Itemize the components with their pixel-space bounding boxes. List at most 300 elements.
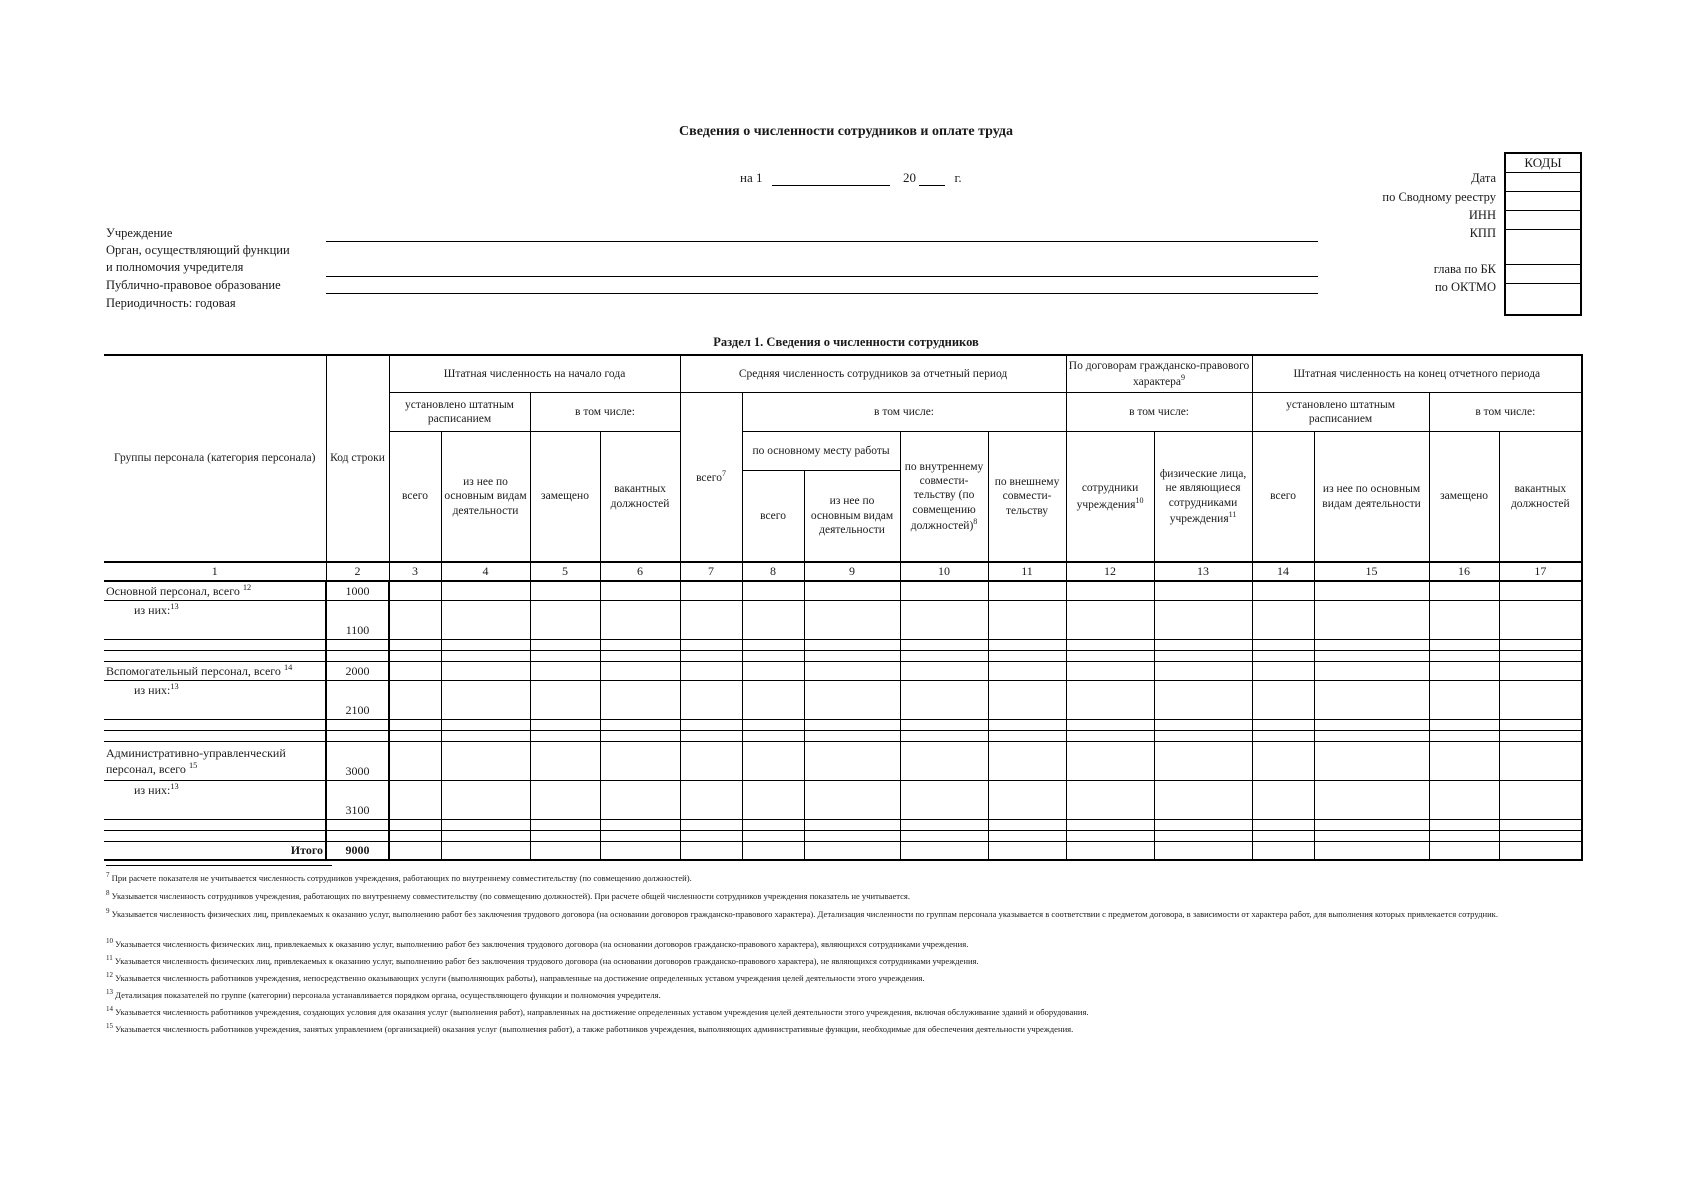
cell[interactable]	[441, 651, 530, 662]
col-num: 12	[1066, 562, 1154, 581]
cell[interactable]	[680, 820, 742, 831]
row-code: 3000	[326, 742, 389, 781]
cell	[104, 731, 326, 742]
cell[interactable]	[1154, 820, 1252, 831]
cell[interactable]	[680, 742, 742, 781]
cell[interactable]	[1314, 731, 1429, 742]
organ-label-line2: и полномочия учредителя	[106, 260, 244, 274]
cell[interactable]	[600, 681, 680, 720]
footnote-number: 15	[106, 1022, 113, 1030]
cell[interactable]	[1429, 781, 1499, 820]
col-header-filled-end: замещено	[1429, 432, 1499, 563]
cell[interactable]	[389, 581, 441, 601]
cell[interactable]	[1154, 601, 1252, 640]
cell[interactable]	[530, 651, 600, 662]
code-label-oktmo: по ОКТМО	[1434, 280, 1496, 294]
cell[interactable]	[900, 831, 988, 842]
cell[interactable]	[988, 581, 1066, 601]
col-header-total-start: всего	[389, 432, 441, 563]
cell[interactable]	[1429, 681, 1499, 720]
col-num: 14	[1252, 562, 1314, 581]
cell[interactable]	[742, 742, 804, 781]
cell[interactable]	[680, 640, 742, 651]
cell[interactable]	[804, 831, 900, 842]
cell[interactable]	[680, 781, 742, 820]
cell[interactable]	[441, 731, 530, 742]
public-entity-field[interactable]	[326, 293, 1318, 294]
cell[interactable]	[742, 831, 804, 842]
col-num: 13	[1154, 562, 1252, 581]
cell	[104, 720, 326, 731]
cell[interactable]	[1252, 601, 1314, 640]
cell[interactable]	[742, 731, 804, 742]
cell[interactable]	[530, 581, 600, 601]
cell[interactable]	[1066, 781, 1154, 820]
cell[interactable]	[1314, 601, 1429, 640]
cell[interactable]	[742, 720, 804, 731]
date-year-field[interactable]	[919, 171, 945, 186]
row-note: 15	[188, 760, 198, 770]
footnote-text: Указывается численность сотрудников учреждения, работающих по внутреннему совместительству (по совмещению должностей). При расчете общей численности сотрудников учреждения показатель не учитывается.	[111, 890, 911, 901]
footnote-15	[106, 1021, 1576, 1035]
col-header-including-avg: в том числе:	[742, 393, 1066, 432]
cell[interactable]	[389, 651, 441, 662]
cell[interactable]	[389, 720, 441, 731]
cell[interactable]	[1154, 831, 1252, 842]
cell[interactable]	[900, 640, 988, 651]
footnote-7	[106, 870, 1576, 884]
cell[interactable]	[1314, 681, 1429, 720]
report-date-line	[740, 170, 962, 186]
cell[interactable]	[530, 640, 600, 651]
col-header-of-main-end: из нее по основным видам деятельности	[1314, 432, 1429, 563]
cell[interactable]	[1154, 651, 1252, 662]
cell[interactable]	[804, 720, 900, 731]
cell[interactable]	[1499, 781, 1582, 820]
cell[interactable]	[1429, 842, 1499, 861]
footnote-9	[106, 906, 1576, 920]
cell[interactable]	[900, 581, 988, 601]
cell[interactable]	[804, 601, 900, 640]
code-cell-date[interactable]	[1506, 173, 1580, 192]
col-header-avg-period: Средняя численность сотрудников за отчетный период	[680, 355, 1066, 393]
cell	[104, 651, 326, 662]
cell[interactable]	[1252, 651, 1314, 662]
cell[interactable]	[1499, 831, 1582, 842]
footnote-number: 14	[106, 1005, 113, 1013]
row-code: 2000	[326, 662, 389, 681]
public-entity-label: Публично-правовое образование	[106, 278, 281, 292]
codes-header: КОДЫ	[1506, 154, 1580, 173]
cell[interactable]	[389, 842, 441, 861]
cell	[104, 831, 326, 842]
cell[interactable]	[804, 842, 900, 861]
cell[interactable]	[742, 662, 804, 681]
cell[interactable]	[1429, 820, 1499, 831]
cell[interactable]	[1154, 720, 1252, 731]
row-code: 3100	[326, 781, 389, 820]
cell[interactable]	[530, 662, 600, 681]
col-header-including-start: в том числе:	[530, 393, 680, 432]
footnote-number: 13	[106, 988, 113, 996]
cell[interactable]	[530, 731, 600, 742]
cell[interactable]	[1252, 681, 1314, 720]
cell[interactable]	[1314, 640, 1429, 651]
cell[interactable]	[1066, 820, 1154, 831]
date-prefix: на 1	[740, 170, 763, 185]
cell[interactable]	[1499, 581, 1582, 601]
cell[interactable]	[1252, 842, 1314, 861]
cell[interactable]	[1066, 731, 1154, 742]
cell[interactable]	[742, 640, 804, 651]
cell[interactable]	[530, 720, 600, 731]
code-cell-bk-chapter[interactable]	[1506, 265, 1580, 284]
cell[interactable]	[1429, 662, 1499, 681]
cell[interactable]	[1066, 842, 1154, 861]
col-header-including-end: в том числе:	[1429, 393, 1582, 432]
cell[interactable]	[1429, 651, 1499, 662]
cell[interactable]	[389, 681, 441, 720]
footnote-13	[106, 987, 1576, 1001]
employees-note: 10	[1135, 495, 1144, 505]
cell[interactable]	[441, 842, 530, 861]
cell[interactable]	[389, 731, 441, 742]
organ-field[interactable]	[326, 276, 1318, 277]
cell[interactable]	[680, 720, 742, 731]
cell[interactable]	[804, 681, 900, 720]
code-cell-kpp[interactable]	[1506, 230, 1580, 265]
cell[interactable]	[1252, 742, 1314, 781]
cell[interactable]	[600, 651, 680, 662]
cell[interactable]	[1429, 731, 1499, 742]
cell[interactable]	[1066, 601, 1154, 640]
cell[interactable]	[1499, 681, 1582, 720]
cell[interactable]	[1066, 651, 1154, 662]
date-day-month-field[interactable]	[772, 171, 890, 186]
cell[interactable]	[1429, 831, 1499, 842]
cell[interactable]	[1429, 720, 1499, 731]
cell[interactable]	[1429, 581, 1499, 601]
cell[interactable]	[1066, 640, 1154, 651]
col-num: 4	[441, 562, 530, 581]
col-header-established-end: установлено штатным расписанием	[1252, 393, 1429, 432]
cell[interactable]	[1429, 601, 1499, 640]
cell[interactable]	[1252, 662, 1314, 681]
row-label	[104, 681, 326, 720]
cell[interactable]	[988, 731, 1066, 742]
cell[interactable]	[680, 662, 742, 681]
institution-field[interactable]	[326, 241, 1318, 242]
cell[interactable]	[1314, 742, 1429, 781]
cell[interactable]	[1252, 831, 1314, 842]
cell[interactable]	[1066, 720, 1154, 731]
col-header-individuals	[1154, 432, 1252, 563]
code-cell-registry[interactable]	[1506, 192, 1580, 211]
cell[interactable]	[389, 640, 441, 651]
cell[interactable]	[1314, 662, 1429, 681]
cell[interactable]	[600, 820, 680, 831]
employees-text: сотрудники учреждения	[1076, 482, 1139, 511]
cell[interactable]	[804, 662, 900, 681]
cell[interactable]	[441, 681, 530, 720]
row-label	[104, 742, 326, 781]
cell	[326, 820, 389, 831]
cell[interactable]	[804, 640, 900, 651]
cell[interactable]	[680, 601, 742, 640]
cell[interactable]	[680, 581, 742, 601]
col-num: 1	[104, 562, 326, 581]
cell[interactable]	[441, 781, 530, 820]
cell[interactable]	[804, 651, 900, 662]
table-row	[104, 662, 1582, 681]
cell[interactable]	[988, 640, 1066, 651]
footnote-text: При расчете показателя не учитывается численность сотрудников учреждения, работающих по внутреннему совместительству (по совмещению должностей).	[111, 872, 692, 883]
periodicity-label: Периодичность: годовая	[106, 296, 236, 310]
col-header-code: Код строки	[326, 355, 389, 562]
footnote-14	[106, 1004, 1576, 1018]
col-header-civil-contracts	[1066, 355, 1252, 393]
col-num: 8	[742, 562, 804, 581]
cell[interactable]	[988, 781, 1066, 820]
cell[interactable]	[389, 601, 441, 640]
cell[interactable]	[900, 731, 988, 742]
cell[interactable]	[988, 662, 1066, 681]
cell[interactable]	[600, 581, 680, 601]
cell[interactable]	[600, 720, 680, 731]
cell[interactable]	[1066, 662, 1154, 681]
footnote-number: 9	[106, 907, 110, 915]
cell	[104, 640, 326, 651]
cell[interactable]	[1154, 662, 1252, 681]
row-label-text: Административно-управленческий персонал, всего	[106, 745, 286, 776]
cell[interactable]	[530, 601, 600, 640]
footnote-number: 8	[106, 889, 110, 897]
cell[interactable]	[900, 662, 988, 681]
date-suffix: г.	[954, 170, 962, 185]
col-header-vacant-start: вакантных должностей	[600, 432, 680, 563]
col-header-of-main-start: из нее по основным видам деятельности	[441, 432, 530, 563]
cell[interactable]	[900, 651, 988, 662]
cell[interactable]	[680, 842, 742, 861]
cell[interactable]	[1499, 820, 1582, 831]
cell[interactable]	[1252, 640, 1314, 651]
col-num: 10	[900, 562, 988, 581]
cell	[104, 820, 326, 831]
total-label: Итого	[104, 842, 326, 861]
cell[interactable]	[900, 681, 988, 720]
avg-total-note: 7	[721, 468, 726, 478]
cell[interactable]	[900, 601, 988, 640]
cell[interactable]	[1154, 640, 1252, 651]
col-header-external-part: по внешнему совмести-тельству	[988, 432, 1066, 563]
cell[interactable]	[988, 720, 1066, 731]
code-label-registry: по Сводному реестру	[1382, 190, 1496, 204]
col-header-total-end: всего	[1252, 432, 1314, 563]
cell[interactable]	[441, 581, 530, 601]
col-num: 7	[680, 562, 742, 581]
cell[interactable]	[600, 662, 680, 681]
row-label-text: Основной персонал, всего	[106, 584, 240, 598]
cell[interactable]	[1499, 651, 1582, 662]
col-header-filled-start: замещено	[530, 432, 600, 563]
cell[interactable]	[1314, 842, 1429, 861]
cell[interactable]	[600, 731, 680, 742]
cell[interactable]	[1314, 651, 1429, 662]
cell	[326, 651, 389, 662]
cell[interactable]	[988, 820, 1066, 831]
cell[interactable]	[530, 842, 600, 861]
table-row	[104, 681, 1582, 720]
cell[interactable]	[600, 640, 680, 651]
footnote-11	[106, 953, 1576, 967]
code-cell-oktmo[interactable]	[1506, 284, 1580, 302]
cell[interactable]	[1154, 781, 1252, 820]
cell[interactable]	[680, 681, 742, 720]
cell[interactable]	[441, 601, 530, 640]
table-row-spacer	[104, 651, 1582, 662]
cell[interactable]	[1154, 731, 1252, 742]
footnote-divider	[106, 865, 332, 866]
cell[interactable]	[1499, 601, 1582, 640]
cell[interactable]	[1499, 731, 1582, 742]
cell[interactable]	[1066, 681, 1154, 720]
row-label	[104, 662, 326, 681]
cell[interactable]	[1314, 820, 1429, 831]
cell[interactable]	[900, 820, 988, 831]
cell[interactable]	[1252, 581, 1314, 601]
cell[interactable]	[1066, 831, 1154, 842]
cell[interactable]	[900, 781, 988, 820]
cell[interactable]	[804, 781, 900, 820]
cell[interactable]	[1429, 742, 1499, 781]
cell[interactable]	[600, 781, 680, 820]
table-row-spacer	[104, 720, 1582, 731]
cell[interactable]	[441, 720, 530, 731]
cell[interactable]	[441, 640, 530, 651]
table-row	[104, 581, 1582, 601]
cell[interactable]	[680, 831, 742, 842]
col-header-staff-end: Штатная численность на конец отчетного периода	[1252, 355, 1582, 393]
cell[interactable]	[530, 742, 600, 781]
cell[interactable]	[988, 601, 1066, 640]
cell	[326, 640, 389, 651]
cell[interactable]	[530, 820, 600, 831]
cell[interactable]	[1252, 720, 1314, 731]
cell[interactable]	[530, 681, 600, 720]
cell[interactable]	[1066, 581, 1154, 601]
cell[interactable]	[600, 842, 680, 861]
cell[interactable]	[389, 831, 441, 842]
code-cell-inn[interactable]	[1506, 211, 1580, 230]
col-num: 15	[1314, 562, 1429, 581]
col-num: 17	[1499, 562, 1582, 581]
cell[interactable]	[1154, 742, 1252, 781]
cell[interactable]	[900, 742, 988, 781]
cell[interactable]	[389, 781, 441, 820]
cell[interactable]	[1154, 842, 1252, 861]
internal-part-note: 8	[973, 517, 978, 527]
cell[interactable]	[988, 842, 1066, 861]
cell[interactable]	[1314, 720, 1429, 731]
cell[interactable]	[600, 601, 680, 640]
cell[interactable]	[441, 831, 530, 842]
table-row	[104, 742, 1582, 781]
cell[interactable]	[1252, 781, 1314, 820]
cell[interactable]	[389, 742, 441, 781]
cell[interactable]	[1154, 581, 1252, 601]
cell[interactable]	[900, 842, 988, 861]
cell[interactable]	[530, 831, 600, 842]
cell[interactable]	[742, 581, 804, 601]
cell[interactable]	[1499, 842, 1582, 861]
cell[interactable]	[804, 742, 900, 781]
col-header-established-start: установлено штатным расписанием	[389, 393, 530, 432]
code-label-inn: ИНН	[1468, 208, 1496, 222]
cell[interactable]	[1066, 742, 1154, 781]
row-label-text: из них:	[134, 783, 171, 797]
footnote-8	[106, 888, 1576, 902]
cell[interactable]	[988, 742, 1066, 781]
cell[interactable]	[1154, 681, 1252, 720]
cell[interactable]	[742, 820, 804, 831]
cell[interactable]	[742, 681, 804, 720]
cell[interactable]	[804, 581, 900, 601]
cell[interactable]	[680, 731, 742, 742]
footnote-text: Указывается численность работников учреждения, занятых управлением (организацией) оказания услуг (выполнения работ), а также работников учреждения, выполняющих административные функции, необходимые для обеспечения деятельности учреждения.	[115, 1023, 1074, 1034]
cell[interactable]	[1314, 831, 1429, 842]
cell[interactable]	[1499, 742, 1582, 781]
cell[interactable]	[389, 662, 441, 681]
cell[interactable]	[900, 720, 988, 731]
cell[interactable]	[441, 662, 530, 681]
cell[interactable]	[742, 842, 804, 861]
col-header-main-place: по основному месту работы	[742, 432, 900, 471]
cell[interactable]	[988, 831, 1066, 842]
cell[interactable]	[804, 731, 900, 742]
row-note: 12	[242, 583, 252, 592]
cell[interactable]	[389, 820, 441, 831]
cell[interactable]	[1499, 662, 1582, 681]
cell[interactable]	[742, 781, 804, 820]
row-code: 1100	[326, 601, 389, 640]
cell[interactable]	[1252, 820, 1314, 831]
cell[interactable]	[742, 651, 804, 662]
cell[interactable]	[441, 820, 530, 831]
cell[interactable]	[1252, 731, 1314, 742]
footnote-12	[106, 970, 1576, 984]
footnote-text: Детализация показателей по группе (категории) персонала устанавливается порядком органа, осуществляющего функции и полномочия учредителя.	[115, 989, 661, 1000]
table-row-spacer	[104, 731, 1582, 742]
cell[interactable]	[530, 781, 600, 820]
cell[interactable]	[1499, 720, 1582, 731]
cell[interactable]	[600, 831, 680, 842]
cell[interactable]	[1429, 640, 1499, 651]
cell[interactable]	[600, 742, 680, 781]
cell[interactable]	[988, 681, 1066, 720]
avg-total-text: всего	[696, 471, 722, 484]
cell[interactable]	[742, 601, 804, 640]
footnote-number: 11	[106, 954, 113, 962]
cell[interactable]	[680, 651, 742, 662]
cell[interactable]	[1314, 581, 1429, 601]
cell[interactable]	[804, 820, 900, 831]
cell[interactable]	[1314, 781, 1429, 820]
cell[interactable]	[988, 651, 1066, 662]
col-num: 3	[389, 562, 441, 581]
cell[interactable]	[441, 742, 530, 781]
cell[interactable]	[1499, 640, 1582, 651]
footnote-text: Указывается численность работников учреждения, непосредственно оказывающих услуги (выполняющих работы), направленные на достижение определенных уставом учреждения целей деятельности этого учреждения.	[115, 972, 925, 983]
